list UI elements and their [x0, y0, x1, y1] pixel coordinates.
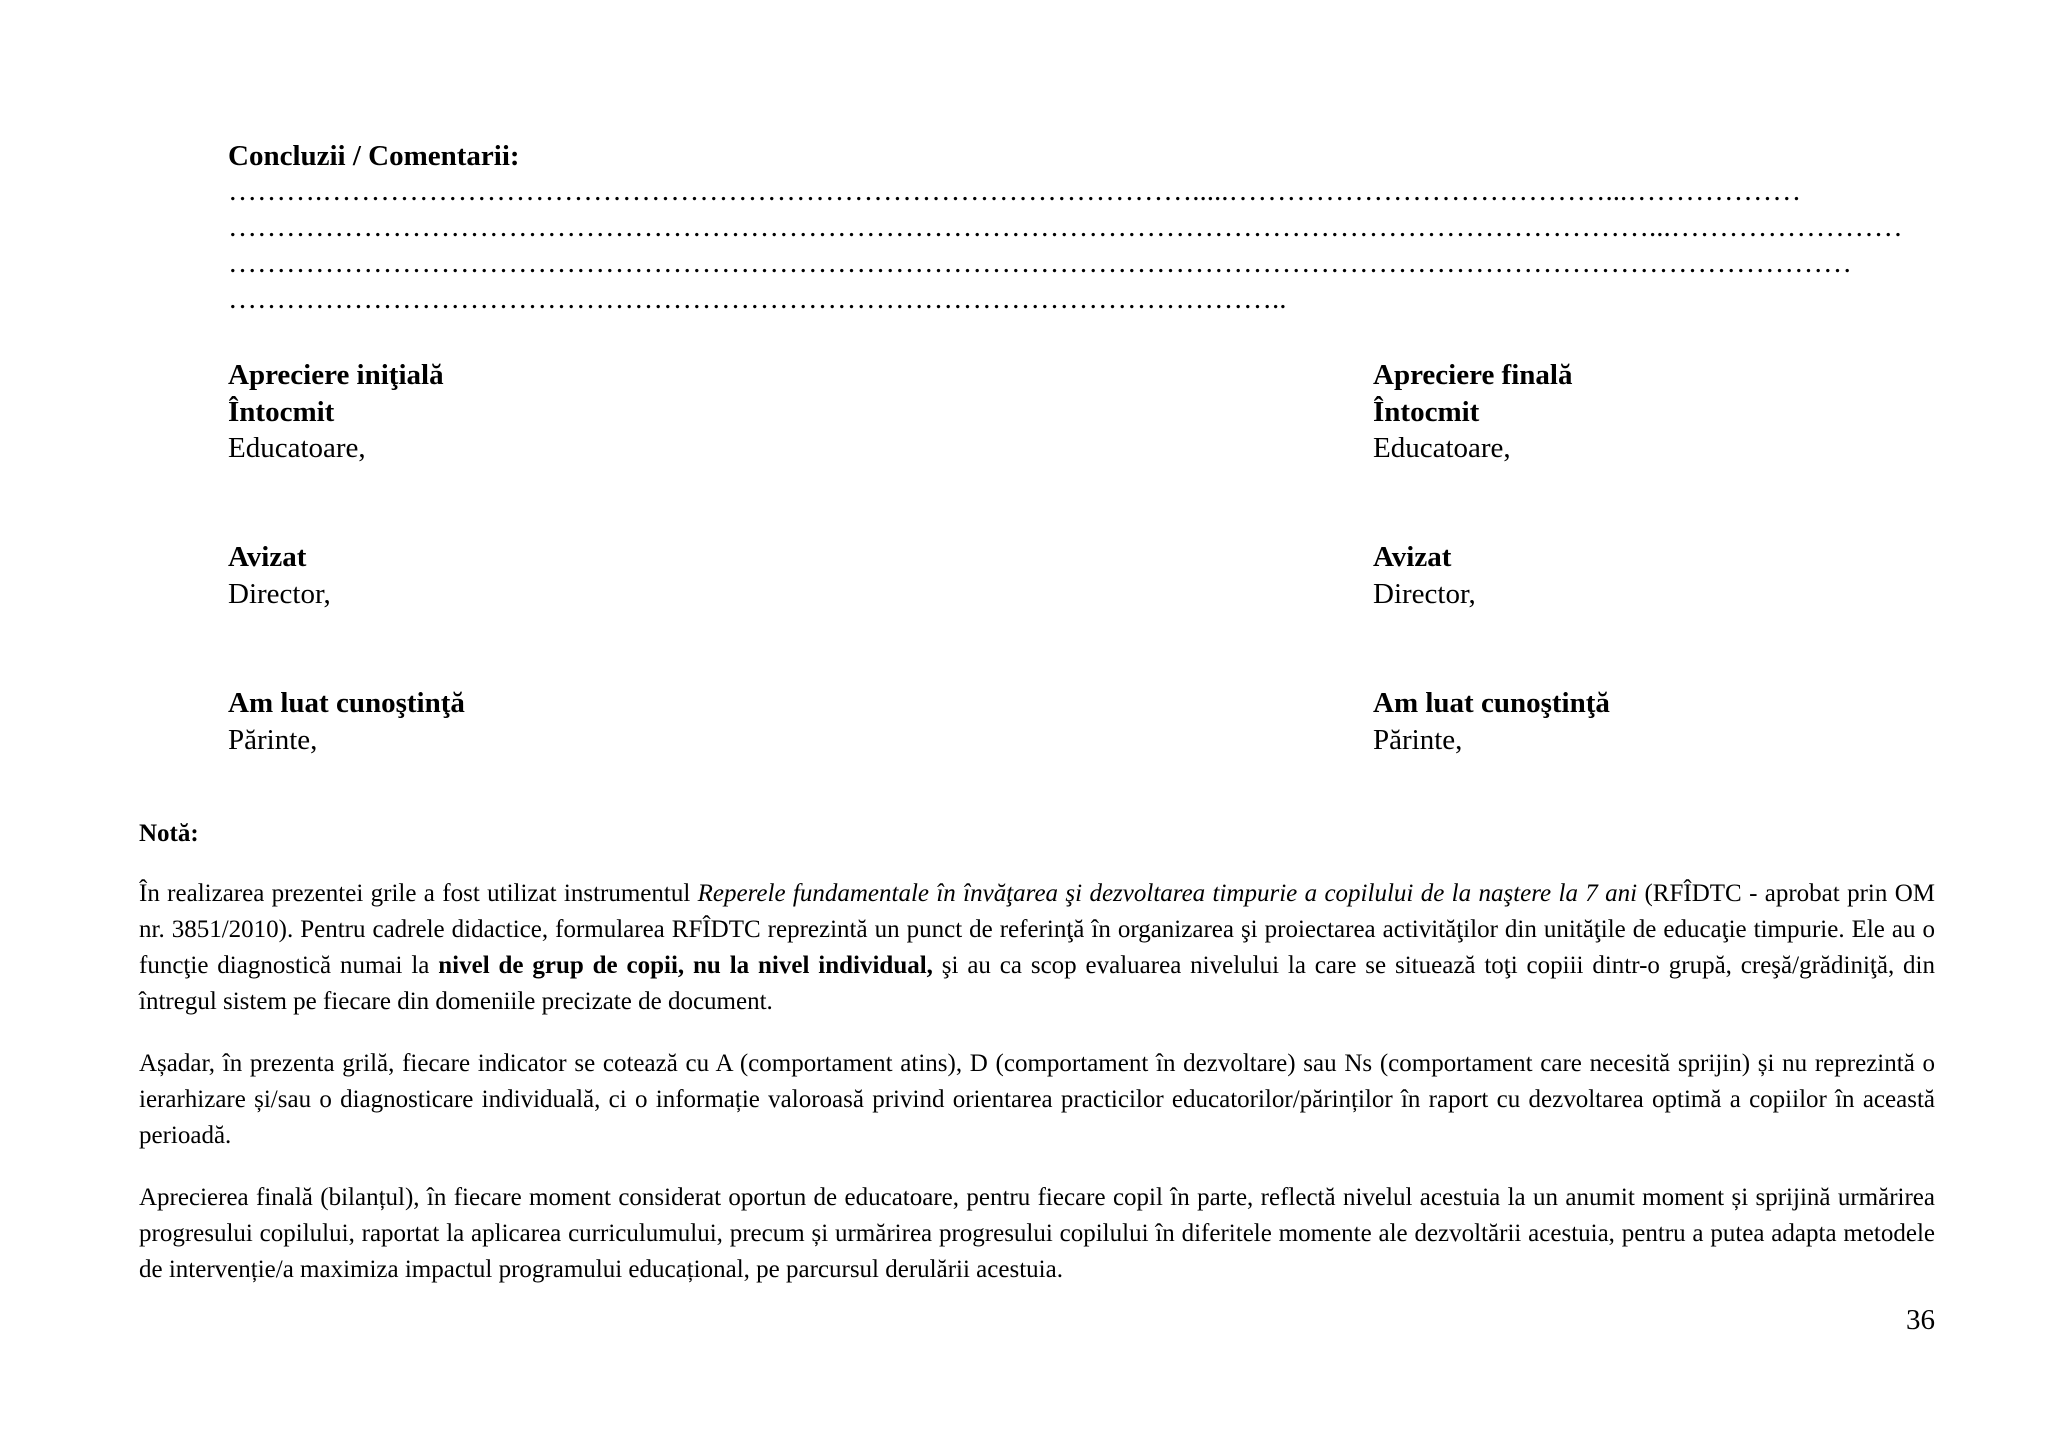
page-number: 36 [1906, 1304, 1935, 1336]
initial-director-label: Director, [228, 577, 331, 610]
final-acknowledged-label: Am luat cunoştinţă [1373, 687, 1610, 719]
initial-acknowledged-label: Am luat cunoştinţă [228, 687, 465, 719]
initial-drawn-up-label: Întocmit [228, 395, 335, 428]
initial-approval-block [228, 539, 331, 612]
note-paragraph-3: Aprecierea finală (bilanțul), în fiecare moment considerat oportun de educatoare, pentru fiecare copil în parte, reflectă nivelul acestuia la un anumit moment și sprijină urmărirea progresului copilului, raportat la aplicarea curriculumului, precum și urmărirea progresului copilului în diferitele momente ale dezvoltării acestuia, pentru a putea adapta metodele de intervenție/a maximiza impactul programului educațional, pe parcursul derulării acestuia. [139, 1184, 1935, 1283]
conclusions-dot-line: ……………………………………………………………………………………………….. [228, 283, 1287, 315]
final-drawn-up-label: Întocmit [1373, 395, 1480, 428]
final-approved-label: Avizat [1373, 541, 1452, 573]
final-teacher-label: Educatoare, [1373, 432, 1511, 464]
final-assessment-block [1373, 357, 1572, 467]
final-parent-label: Părinte, [1373, 723, 1463, 756]
final-approval-block [1373, 539, 1476, 612]
conclusions-dot-line: …………………………………………………………………………………………………………………………………...…………………… [228, 211, 1903, 243]
initial-assessment-block [228, 357, 444, 467]
conclusions-dot-line: …………………………………………………………………………………………………………………………………………………… [228, 247, 1852, 279]
final-director-label: Director, [1373, 577, 1476, 610]
initial-parent-block [228, 685, 465, 758]
note-title: Notă: [139, 820, 199, 847]
note-p1-text-c: şi au ca scop evaluarea nivelului la care se situează toţi copiii dintr-o grupă, creşă/grădiniţă, din întregul sistem pe fiecare din domeniile precizate de document. [139, 952, 1935, 1015]
note-p1-text-a: În realizarea prezentei grile a fost utilizat instrumentul [139, 880, 698, 907]
initial-approved-label: Avizat [228, 541, 307, 573]
final-parent-block [1373, 685, 1610, 758]
initial-parent-label: Părinte, [228, 723, 318, 756]
note-p1-italic-title: Reperele fundamentale în învăţarea şi dezvoltarea timpurie a copilului de la naştere la 7 ani [697, 880, 1638, 907]
note-paragraph-2: Așadar, în prezenta grilă, fiecare indicator se cotează cu A (comportament atins), D (comportament în dezvoltare) sau Ns (comportament care necesită sprijin) și nu reprezintă o ierarhizare și/sau o diagnosticare individuală, ci o informație valoroasă privind orientarea practicilor educatorilor/părinților în raport cu dezvoltarea optimă a copiilor în această perioadă. [139, 1050, 1935, 1149]
note-p1-bold-emphasis: nivel de grup de copii, nu la nivel individual, [438, 952, 933, 979]
initial-assessment-heading: Apreciere iniţială [228, 359, 444, 391]
note-p1-text-b: (RFÎDTC - aprobat prin OM nr. 3851/2010). Pentru cadrele didactice, formularea RFÎDTC reprezintă un punct de referinţă în organizarea şi proiectarea activităţilor din unităţile de educaţie timpurie. Ele au o funcţie diagnostică numai la [139, 880, 1936, 979]
conclusions-dot-line: ……….……………………………………………………………………………….....…………………………………...……………… [228, 175, 1802, 207]
note-paragraph-1 [139, 876, 1935, 1020]
conclusions-title: Concluzii / Comentarii: [228, 140, 520, 172]
initial-teacher-label: Educatoare, [228, 432, 366, 464]
final-assessment-heading: Apreciere finală [1373, 359, 1573, 391]
